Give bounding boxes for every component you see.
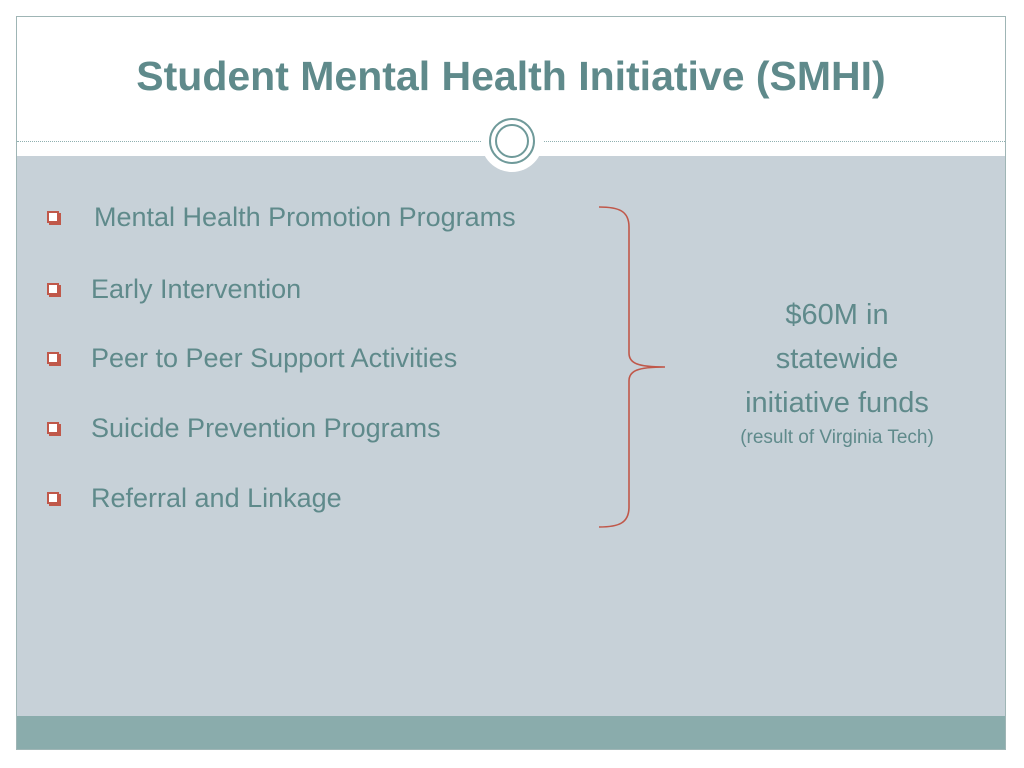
footer-band [17, 716, 1005, 750]
callout-line-1: $60M in [785, 299, 889, 331]
checkbox-square-icon [47, 283, 59, 295]
checkbox-square-icon [47, 211, 59, 223]
right-curly-brace [597, 203, 667, 533]
checkbox-square-icon [47, 352, 59, 364]
funding-callout [697, 293, 977, 451]
callout-line-2: statewide [775, 343, 899, 375]
slide-title: Student Mental Health Initiative (SMHI) [136, 53, 886, 99]
callout-line-3: initiative funds [745, 387, 929, 419]
ornament-inner-ring [495, 124, 529, 158]
callout-note: (result of Virginia Tech) [740, 427, 934, 448]
bullet-label: Suicide Prevention Programs [91, 413, 441, 443]
checkbox-square-icon [47, 422, 59, 434]
bullet-label: Early Intervention [91, 274, 302, 304]
ornament-outer-ring [489, 118, 535, 164]
bullet-label: Peer to Peer Support Activities [91, 343, 458, 373]
bullet-label: Referral and Linkage [91, 483, 342, 513]
circle-ornament-icon [481, 110, 543, 172]
checkbox-square-icon [47, 492, 59, 504]
bullet-label: Mental Health Promotion Programs [94, 202, 516, 232]
slide [16, 16, 1006, 750]
